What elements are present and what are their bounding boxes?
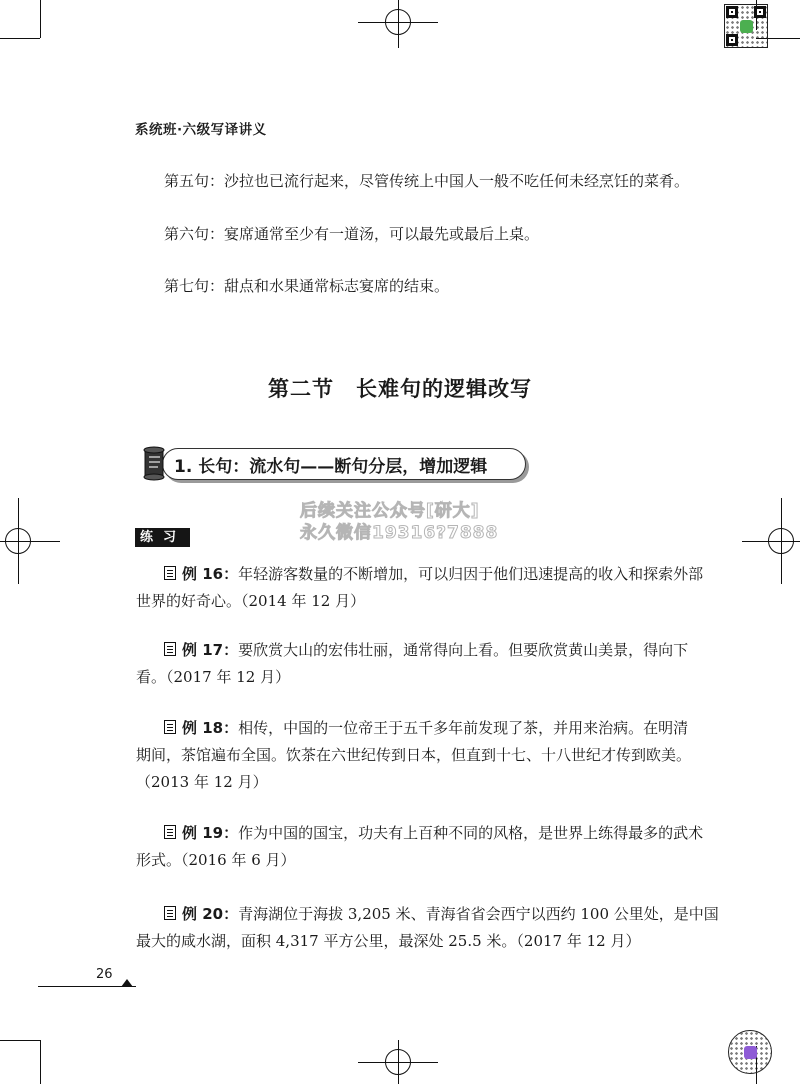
section-title bbox=[0, 373, 800, 403]
example-text: 相传，中国的一位帝王于五千多年前发现了茶，并用来治病。在明清 bbox=[238, 719, 689, 737]
example-label: 例 16： bbox=[182, 565, 239, 583]
document-icon bbox=[164, 906, 176, 920]
example-text-continued: 最大的咸水湖，面积 4,317 平方公里，最深处 25.5 米。（2017 年 12 月） bbox=[136, 932, 641, 950]
example-text: 青海湖位于海拔 3,205 米、青海省省会西宁以西约 100 公里处，是中国 bbox=[238, 905, 719, 923]
document-icon bbox=[164, 720, 176, 734]
example-text: 要欣赏大山的宏伟壮丽，通常得向上看。但要欣赏黄山美景，得向下 bbox=[238, 641, 689, 659]
example-label: 例 18： bbox=[182, 719, 239, 737]
triangle-icon bbox=[121, 979, 133, 987]
example-label: 例 17： bbox=[182, 641, 239, 659]
example-label: 例 20： bbox=[182, 905, 239, 923]
running-header: 系统班·六级写译讲义 bbox=[135, 122, 267, 138]
document-icon bbox=[164, 566, 176, 580]
example-text-continued: 期间，茶馆遍布全国。饮茶在六世纪传到日本，但直到十七、十八世纪才传到欧美。 bbox=[136, 746, 692, 764]
sentence-seven: 第七句：甜点和水果通常标志宴席的结束。 bbox=[164, 277, 450, 295]
subsection-title: 1. 长句：流水句——断句分层，增加逻辑 bbox=[174, 457, 488, 477]
watermark bbox=[300, 500, 498, 544]
example-text-continued: 看。（2017 年 12 月） bbox=[136, 668, 291, 686]
example-16 bbox=[136, 561, 704, 615]
document-icon bbox=[164, 642, 176, 656]
qr-code-top bbox=[724, 4, 768, 48]
example-19 bbox=[136, 820, 704, 874]
page-number: 26 bbox=[96, 967, 113, 982]
example-text-continued: 形式。（2016 年 6 月） bbox=[136, 851, 296, 869]
example-20 bbox=[136, 901, 719, 955]
example-17 bbox=[136, 637, 689, 691]
example-text: 作为中国的国宝，功夫有上百种不同的风格，是世界上练得最多的武术 bbox=[238, 824, 704, 842]
example-label: 例 19： bbox=[182, 824, 239, 842]
scroll-icon bbox=[140, 446, 172, 482]
document-icon bbox=[164, 825, 176, 839]
watermark-line-2: 永久微信19316?7888 bbox=[300, 523, 499, 543]
subsection-banner bbox=[140, 446, 528, 484]
example-text: 年轻游客数量的不断增加，可以归因于他们迅速提高的收入和探索外部 bbox=[238, 565, 704, 583]
section-number: 第二节 bbox=[268, 377, 334, 401]
example-text-continued: （2013 年 12 月） bbox=[136, 773, 268, 791]
section-name: 长难句的逻辑改写 bbox=[356, 377, 532, 401]
example-text-continued: 世界的好奇心。（2014 年 12 月） bbox=[136, 592, 366, 610]
practice-label: 练习 bbox=[135, 528, 190, 547]
example-18 bbox=[136, 715, 692, 796]
qr-code-bottom bbox=[728, 1030, 772, 1074]
sentence-five: 第五句：沙拉也已流行起来，尽管传统上中国人一般不吃任何未经烹饪的菜肴。 bbox=[164, 172, 690, 190]
sentence-six: 第六句：宴席通常至少有一道汤，可以最先或最后上桌。 bbox=[164, 225, 540, 243]
watermark-line-1: 后续关注公众号[研大] bbox=[300, 501, 480, 521]
